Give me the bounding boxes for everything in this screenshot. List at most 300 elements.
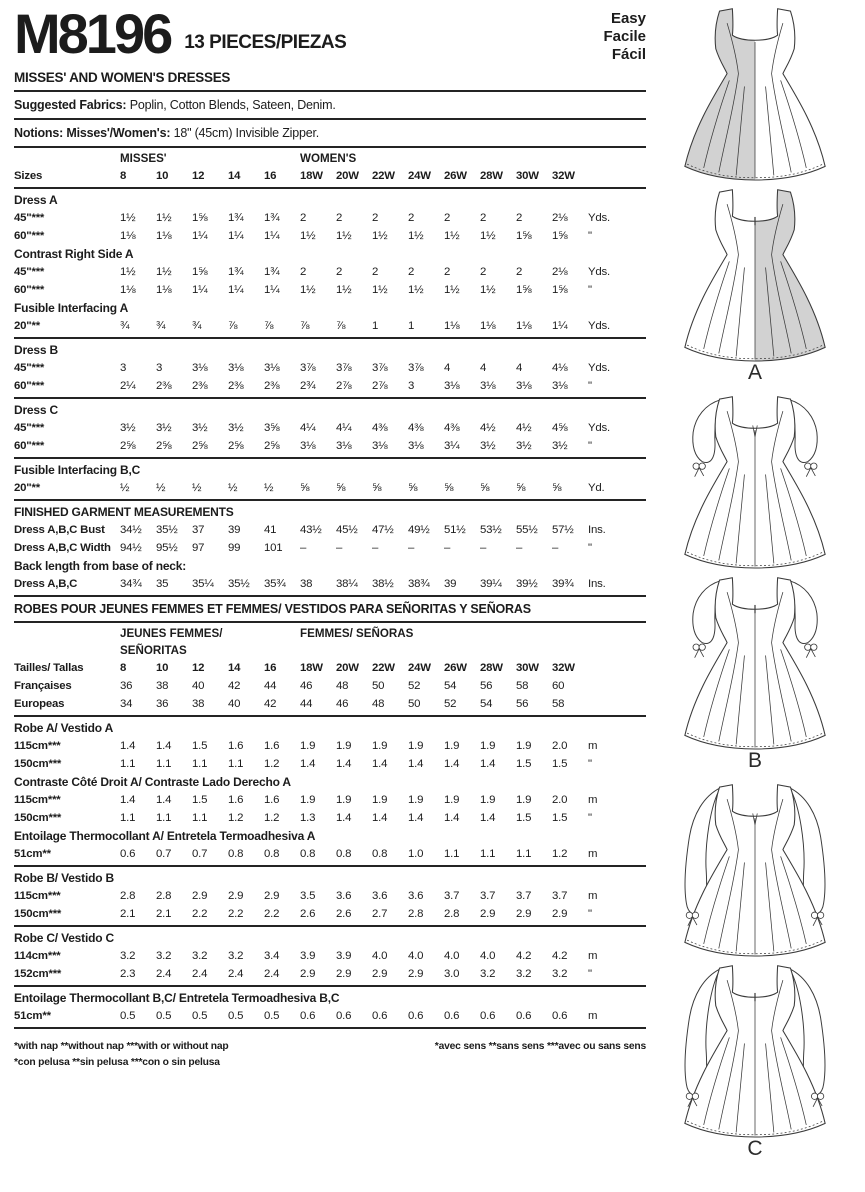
table-divider <box>14 499 646 501</box>
section-header: Robe B/ Vestido B <box>14 871 114 885</box>
unit-cell <box>588 659 646 677</box>
value-cell: 1¼ <box>192 230 208 242</box>
value-cell: 2⅜ <box>264 380 280 392</box>
value-cell: 3⅛ <box>516 380 532 392</box>
value-cell: – <box>372 542 379 554</box>
row-label: 114cm*** <box>14 950 61 962</box>
value-cell: 3.2 <box>552 968 568 980</box>
value-cell: – <box>480 542 487 554</box>
footnote-french: *avec sens **sans sens ***avec ou sans sens <box>434 1041 646 1052</box>
value-cell: 3⅛ <box>444 380 460 392</box>
row-label: 150cm*** <box>14 908 62 920</box>
value-cell: 0.7 <box>156 848 172 860</box>
value-cell: 101 <box>264 542 283 554</box>
value-cell: 0.5 <box>156 1010 172 1022</box>
row-label: 20"** <box>14 482 40 494</box>
row-label: 45"*** <box>14 212 45 224</box>
unit-cell <box>588 695 646 713</box>
pattern-number: M8196 <box>14 2 171 65</box>
value-cell: 2.8 <box>156 890 172 902</box>
value-cell: 3 <box>408 380 415 392</box>
value-cell: 2.8 <box>444 908 460 920</box>
value-cell: 2 <box>372 266 379 278</box>
unit-cell: m <box>588 890 598 902</box>
value-cell: ⅞ <box>336 320 346 332</box>
value-cell: 2.9 <box>408 968 424 980</box>
value-cell: 1.9 <box>372 740 388 752</box>
value-cell: 3.2 <box>228 950 244 962</box>
unit-cell: " <box>588 812 592 824</box>
value-cell: 3.5 <box>300 890 316 902</box>
view-b-label: B <box>747 749 762 772</box>
value-cell: 3½ <box>552 440 568 452</box>
view-c-group <box>672 778 838 1160</box>
jeunes-femmes-group-label <box>120 625 300 659</box>
value-cell: 2 <box>336 266 343 278</box>
table-row <box>14 521 646 539</box>
value-cell: 2¼ <box>120 380 136 392</box>
value-cell: ⅝ <box>300 482 310 494</box>
value-cell: 1.4 <box>372 758 388 770</box>
value-cell: 4⅜ <box>372 422 388 434</box>
womens-group-label: WOMEN'S <box>300 152 357 165</box>
value-cell: ⅝ <box>372 482 382 494</box>
femmes-senoras-group-label: FEMMES/ SEÑORAS <box>300 627 414 640</box>
value-cell: 1⅝ <box>516 230 532 242</box>
value-cell: 35½ <box>156 524 178 536</box>
value-cell: 4.0 <box>372 950 388 962</box>
table-divider <box>14 457 646 459</box>
value-cell: 4.0 <box>444 950 460 962</box>
value-cell: 1.9 <box>444 740 460 752</box>
value-cell: 0.8 <box>264 848 280 860</box>
value-cell: 1.9 <box>336 794 352 806</box>
value-cell: 47½ <box>372 524 394 536</box>
value-cell: 1½ <box>408 230 424 242</box>
value-cell: 1½ <box>300 230 316 242</box>
footnotes-english-spanish <box>14 1039 228 1071</box>
value-cell: 2.1 <box>120 908 136 920</box>
table-row <box>14 263 646 281</box>
value-cell: 4.0 <box>408 950 424 962</box>
table-divider <box>14 715 646 717</box>
value-cell: 4⅜ <box>444 422 460 434</box>
row-label: Dress A,B,C <box>14 578 78 590</box>
difficulty-facil: Fácil <box>611 46 646 63</box>
value-cell: 2 <box>336 212 343 224</box>
value-cell: 0.8 <box>300 848 316 860</box>
value-cell: 42 <box>264 698 277 710</box>
value-cell: 54 <box>480 698 493 710</box>
value-cell: 39¾ <box>552 578 574 590</box>
value-cell: 2.9 <box>552 908 568 920</box>
value-cell: 2 <box>300 212 307 224</box>
value-cell: 1.1 <box>480 848 496 860</box>
value-cell: 0.8 <box>336 848 352 860</box>
value-cell: 1⅝ <box>552 230 568 242</box>
unit-cell: Yds. <box>588 362 610 374</box>
value-cell: 2 <box>408 212 415 224</box>
value-cell: 39½ <box>516 578 538 590</box>
value-cell: 50 <box>372 680 385 692</box>
suggested-fabrics-value: Poplin, Cotton Blends, Sateen, Denim. <box>129 98 336 112</box>
value-cell: ⅝ <box>480 482 490 494</box>
value-cell: 1.4 <box>336 758 352 770</box>
row-label: Dress A,B,C Bust <box>14 524 105 536</box>
unit-cell: Yds. <box>588 266 610 278</box>
size-header-row <box>14 659 646 677</box>
value-cell: 1.1 <box>156 812 172 824</box>
value-cell: 4.0 <box>480 950 496 962</box>
value-cell: 1.1 <box>228 758 244 770</box>
notions-line <box>14 122 646 144</box>
value-cell: 1.5 <box>552 758 568 770</box>
value-cell: 2.4 <box>264 968 280 980</box>
value-cell: 99 <box>228 542 241 554</box>
row-label: 150cm*** <box>14 812 62 824</box>
value-cell: 3.6 <box>408 890 424 902</box>
value-cell: 41 <box>264 524 277 536</box>
table-row <box>14 947 646 965</box>
value-cell: 4¼ <box>336 422 352 434</box>
row-label: 60"*** <box>14 230 45 242</box>
value-cell: 14 <box>228 170 241 182</box>
value-cell: 4½ <box>480 422 496 434</box>
row-label: Dress A,B,C Width <box>14 542 111 554</box>
value-cell: 12 <box>192 662 205 674</box>
value-cell: 3.2 <box>156 950 172 962</box>
value-cell: ⅞ <box>300 320 310 332</box>
value-cell: 3⅛ <box>552 380 568 392</box>
value-cell: 2.9 <box>516 908 532 920</box>
section-header: FINISHED GARMENT MEASUREMENTS <box>14 505 234 519</box>
value-cell: 1.2 <box>228 812 244 824</box>
value-cell: 1⅛ <box>480 320 496 332</box>
value-cell: 1½ <box>336 284 352 296</box>
view-b-group <box>672 390 838 772</box>
value-cell: 24W <box>408 170 431 182</box>
value-cell: 0.8 <box>228 848 244 860</box>
value-cell: 45½ <box>336 524 358 536</box>
row-label: 51cm** <box>14 1010 51 1022</box>
row-label: 45"*** <box>14 422 45 434</box>
value-cell: 14 <box>228 662 241 674</box>
difficulty-block <box>603 6 646 64</box>
section-header: Robe C/ Vestido C <box>14 931 114 945</box>
notions-value: 18" (45cm) Invisible Zipper. <box>173 126 320 140</box>
value-cell: 1½ <box>336 230 352 242</box>
column-group-header <box>14 150 646 167</box>
table-row <box>14 965 646 983</box>
value-cell: 38 <box>300 578 313 590</box>
value-cell: 3 <box>156 362 163 374</box>
value-cell: 3½ <box>120 422 136 434</box>
size-header-row <box>14 167 646 185</box>
table-row <box>14 755 646 773</box>
value-cell: 3⅛ <box>192 362 208 374</box>
value-cell: 1¾ <box>264 266 280 278</box>
value-cell: 3½ <box>228 422 244 434</box>
value-cell: 4½ <box>516 422 532 434</box>
value-cell: 16 <box>264 170 277 182</box>
value-cell: 0.6 <box>480 1010 496 1022</box>
value-cell: 1.9 <box>408 794 424 806</box>
dress-c-front-illustration <box>672 778 838 959</box>
value-cell: 1.9 <box>444 794 460 806</box>
value-cell: 2⅛ <box>552 212 568 224</box>
value-cell: 2 <box>408 266 415 278</box>
value-cell: 2⅝ <box>228 440 244 452</box>
value-cell: 2.2 <box>264 908 280 920</box>
value-cell: 50 <box>408 698 421 710</box>
value-cell: 1½ <box>120 266 136 278</box>
divider <box>14 118 646 120</box>
value-cell: 34½ <box>120 524 142 536</box>
table-row <box>14 437 646 455</box>
value-cell: 52 <box>444 698 457 710</box>
value-cell: 34¾ <box>120 578 142 590</box>
unit-cell: " <box>588 758 592 770</box>
value-cell: 1½ <box>408 284 424 296</box>
value-cell: 2.8 <box>120 890 136 902</box>
unit-cell: Ins. <box>588 524 606 536</box>
value-cell: 1½ <box>444 230 460 242</box>
value-cell: 1 <box>408 320 415 332</box>
value-cell: 18W <box>300 170 323 182</box>
value-cell: 2 <box>300 266 307 278</box>
value-cell: 16 <box>264 662 277 674</box>
row-label: 60"*** <box>14 380 45 392</box>
value-cell: 51½ <box>444 524 466 536</box>
value-cell: 0.6 <box>516 1010 532 1022</box>
value-cell: 2 <box>480 212 487 224</box>
value-cell: 3⅛ <box>372 440 388 452</box>
value-cell: 1.4 <box>444 812 460 824</box>
value-cell: 2.0 <box>552 740 568 752</box>
value-cell: 1.2 <box>264 812 280 824</box>
value-cell: 0.6 <box>300 1010 316 1022</box>
section-header: Dress C <box>14 403 58 417</box>
value-cell: ½ <box>192 482 202 494</box>
table-row <box>14 479 646 497</box>
dress-a-back-illustration <box>672 183 838 364</box>
value-cell: 1½ <box>120 212 136 224</box>
table-divider <box>14 337 646 339</box>
row-label: 20"** <box>14 320 40 332</box>
value-cell: 38 <box>156 680 169 692</box>
value-cell: 2⅜ <box>156 380 172 392</box>
value-cell: 1.6 <box>228 794 244 806</box>
value-cell: 3⅞ <box>300 362 316 374</box>
value-cell: 2⅝ <box>192 440 208 452</box>
dress-b-back-illustration <box>672 571 838 752</box>
value-cell: 1.4 <box>300 758 316 770</box>
value-cell: 4⅛ <box>552 362 568 374</box>
value-cell: 1½ <box>444 284 460 296</box>
value-cell: ⅞ <box>228 320 238 332</box>
value-cell: 1½ <box>156 266 172 278</box>
value-cell: 2 <box>516 212 523 224</box>
value-cell: 1¼ <box>192 284 208 296</box>
masthead <box>14 2 646 65</box>
value-cell: 2⅜ <box>192 380 208 392</box>
value-cell: 1.1 <box>192 812 208 824</box>
row-label: 60"*** <box>14 284 45 296</box>
value-cell: ⅝ <box>444 482 454 494</box>
value-cell: 1½ <box>300 284 316 296</box>
row-label: 45"*** <box>14 362 45 374</box>
row-label: 115cm*** <box>14 740 61 752</box>
value-cell: 48 <box>336 680 349 692</box>
value-cell: 38 <box>192 698 205 710</box>
value-cell: 94½ <box>120 542 142 554</box>
value-cell: 2.2 <box>192 908 208 920</box>
value-cell: 26W <box>444 170 467 182</box>
value-cell: 1¼ <box>228 284 244 296</box>
value-cell: 2 <box>516 266 523 278</box>
value-cell: 20W <box>336 662 359 674</box>
unit-cell: m <box>588 794 598 806</box>
value-cell: 3.9 <box>300 950 316 962</box>
value-cell: 2.4 <box>156 968 172 980</box>
section-header: Dress B <box>14 343 58 357</box>
value-cell: 1⅝ <box>192 266 208 278</box>
value-cell: 38½ <box>372 578 394 590</box>
table-row <box>14 1007 646 1025</box>
value-cell: 1.9 <box>480 740 496 752</box>
value-cell: 0.5 <box>228 1010 244 1022</box>
value-cell: 2.9 <box>372 968 388 980</box>
table-row <box>14 809 646 827</box>
section-header: Contraste Côté Droit A/ Contraste Lado Derecho A <box>14 775 291 789</box>
value-cell: ½ <box>120 482 130 494</box>
value-cell: 1.4 <box>480 758 496 770</box>
value-cell: 2.9 <box>192 890 208 902</box>
value-cell: 10 <box>156 170 169 182</box>
table-row <box>14 419 646 437</box>
value-cell: 1¼ <box>228 230 244 242</box>
unit-cell: " <box>588 440 592 452</box>
value-cell: 1.4 <box>408 812 424 824</box>
value-cell: – <box>408 542 415 554</box>
row-label: Sizes <box>14 170 43 182</box>
difficulty-facile: Facile <box>603 28 646 45</box>
unit-cell: " <box>588 908 592 920</box>
value-cell: 32W <box>552 662 575 674</box>
column-group-header-intl <box>14 625 646 659</box>
table-row <box>14 677 646 695</box>
dress-a-front-illustration <box>672 2 838 183</box>
value-cell: 3.2 <box>480 968 496 980</box>
value-cell: 1.4 <box>120 740 136 752</box>
unit-cell: " <box>588 230 592 242</box>
value-cell: ⅝ <box>336 482 346 494</box>
value-cell: 97 <box>192 542 205 554</box>
value-cell: 0.6 <box>552 1010 568 1022</box>
suggested-fabrics-line <box>14 94 646 116</box>
content-column <box>14 2 646 1071</box>
value-cell: 2.4 <box>228 968 244 980</box>
value-cell: 1¾ <box>228 212 244 224</box>
value-cell: 1.1 <box>120 812 136 824</box>
value-cell: 1½ <box>372 284 388 296</box>
value-cell: 2 <box>480 266 487 278</box>
value-cell: – <box>552 542 559 554</box>
value-cell: ½ <box>264 482 274 494</box>
value-cell: 38¾ <box>408 578 430 590</box>
value-cell: 1⅝ <box>552 284 568 296</box>
unit-cell: m <box>588 1010 598 1022</box>
value-cell: 1.9 <box>408 740 424 752</box>
row-label: Tailles/ Tallas <box>14 662 84 674</box>
value-cell: 3.7 <box>552 890 568 902</box>
value-cell: 2.9 <box>336 968 352 980</box>
value-cell: 1.1 <box>516 848 532 860</box>
value-cell: 1⅛ <box>120 284 136 296</box>
value-cell: 1.4 <box>444 758 460 770</box>
value-cell: 1⅝ <box>516 284 532 296</box>
table-divider <box>14 397 646 399</box>
value-cell: 3½ <box>516 440 532 452</box>
value-cell: 1.9 <box>300 740 316 752</box>
value-cell: 3⅛ <box>408 440 424 452</box>
value-cell: 1.4 <box>480 812 496 824</box>
unit-cell: m <box>588 950 598 962</box>
table-row <box>14 209 646 227</box>
table-row <box>14 317 646 335</box>
value-cell: 1.1 <box>192 758 208 770</box>
value-cell: 1.2 <box>264 758 280 770</box>
value-cell: 1.6 <box>264 794 280 806</box>
value-cell: 1¾ <box>228 266 244 278</box>
value-cell: 1.5 <box>552 812 568 824</box>
unit-cell: " <box>588 380 592 392</box>
value-cell: 3¼ <box>444 440 460 452</box>
value-cell: 1.4 <box>372 812 388 824</box>
value-cell: 2⅜ <box>228 380 244 392</box>
value-cell: 1.4 <box>120 794 136 806</box>
value-cell: 4.2 <box>516 950 532 962</box>
unit-cell: " <box>588 542 592 554</box>
value-cell: 44 <box>300 698 313 710</box>
view-c-label: C <box>747 1137 763 1160</box>
table-row <box>14 695 646 713</box>
value-cell: ½ <box>156 482 166 494</box>
value-cell: 1.5 <box>516 758 532 770</box>
value-cell: 54 <box>444 680 457 692</box>
value-cell: 1⅛ <box>120 230 136 242</box>
value-cell: ⅝ <box>552 482 562 494</box>
value-cell: 35¼ <box>192 578 214 590</box>
value-cell: 1¼ <box>552 320 568 332</box>
value-cell: 2.9 <box>228 890 244 902</box>
value-cell: 1.5 <box>192 740 208 752</box>
value-cell: 2.9 <box>264 890 280 902</box>
value-cell: 3.7 <box>444 890 460 902</box>
value-cell: – <box>444 542 451 554</box>
group-label-line: SEÑORITAS <box>120 644 187 657</box>
value-cell: – <box>336 542 343 554</box>
value-cell: 2.0 <box>552 794 568 806</box>
divider <box>14 146 646 148</box>
value-cell: 1 <box>372 320 379 332</box>
value-cell: 4⅜ <box>408 422 424 434</box>
value-cell: 3.6 <box>372 890 388 902</box>
value-cell: 0.5 <box>192 1010 208 1022</box>
group-label-line: JEUNES FEMMES/ <box>120 627 223 640</box>
table-row <box>14 281 646 299</box>
value-cell: 1.9 <box>516 740 532 752</box>
